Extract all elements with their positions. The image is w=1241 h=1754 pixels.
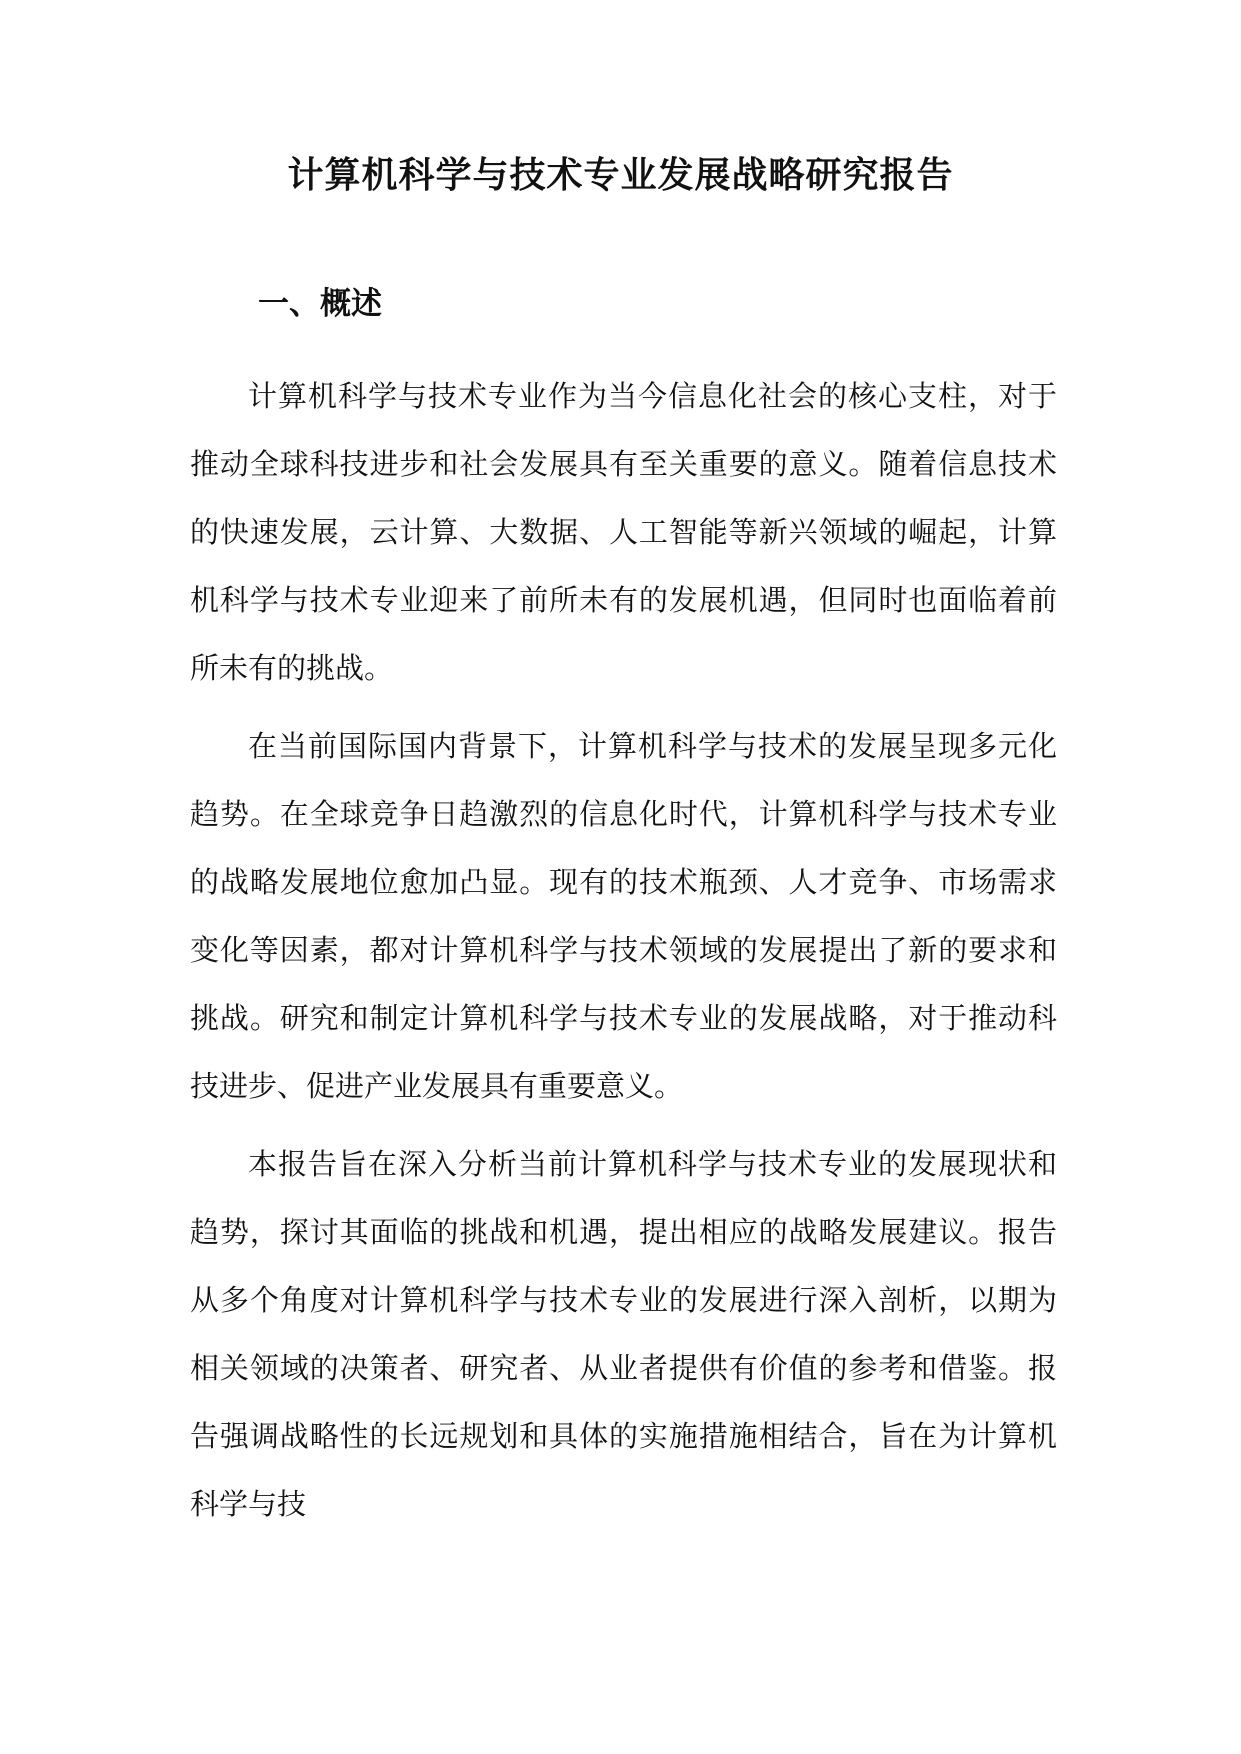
document-title: 计算机科学与技术专业发展战略研究报告 bbox=[287, 154, 954, 196]
section-heading-overview: 一、概述 bbox=[258, 286, 382, 322]
paragraph-3: 本报告旨在深入分析当前计算机科学与技术专业的发展现状和趋势，探讨其面临的挑战和机遇，提出相应的战略发展建议。报告从多个角度对计算机科学与技术专业的发展进行深入剖析，以期为相关领域的决策者、研究者、从业者提供有价值的参考和借鉴。报告强调战略性的长远规划和具体的实施措施相结合，旨在为计算机科学与技 bbox=[190, 1147, 1057, 1521]
paragraph-2: 在当前国际国内背景下，计算机科学与技术的发展呈现多元化趋势。在全球竞争日趋激烈的信息化时代，计算机科学与技术专业的战略发展地位愈加凸显。现有的技术瓶颈、人才竞争、市场需求变化等因素，都对计算机科学与技术领域的发展提出了新的要求和挑战。研究和制定计算机科学与技术专业的发展战略，对于推动科技进步、促进产业发展具有重要意义。 bbox=[190, 729, 1057, 1103]
body-text bbox=[190, 362, 1057, 1548]
paragraph-1: 计算机科学与技术专业作为当今信息化社会的核心支柱，对于推动全球科技进步和社会发展具有至关重要的意义。随着信息技术的快速发展，云计算、大数据、人工智能等新兴领域的崛起，计算机科学与技术专业迎来了前所未有的发展机遇，但同时也面临着前所未有的挑战。 bbox=[190, 379, 1057, 685]
